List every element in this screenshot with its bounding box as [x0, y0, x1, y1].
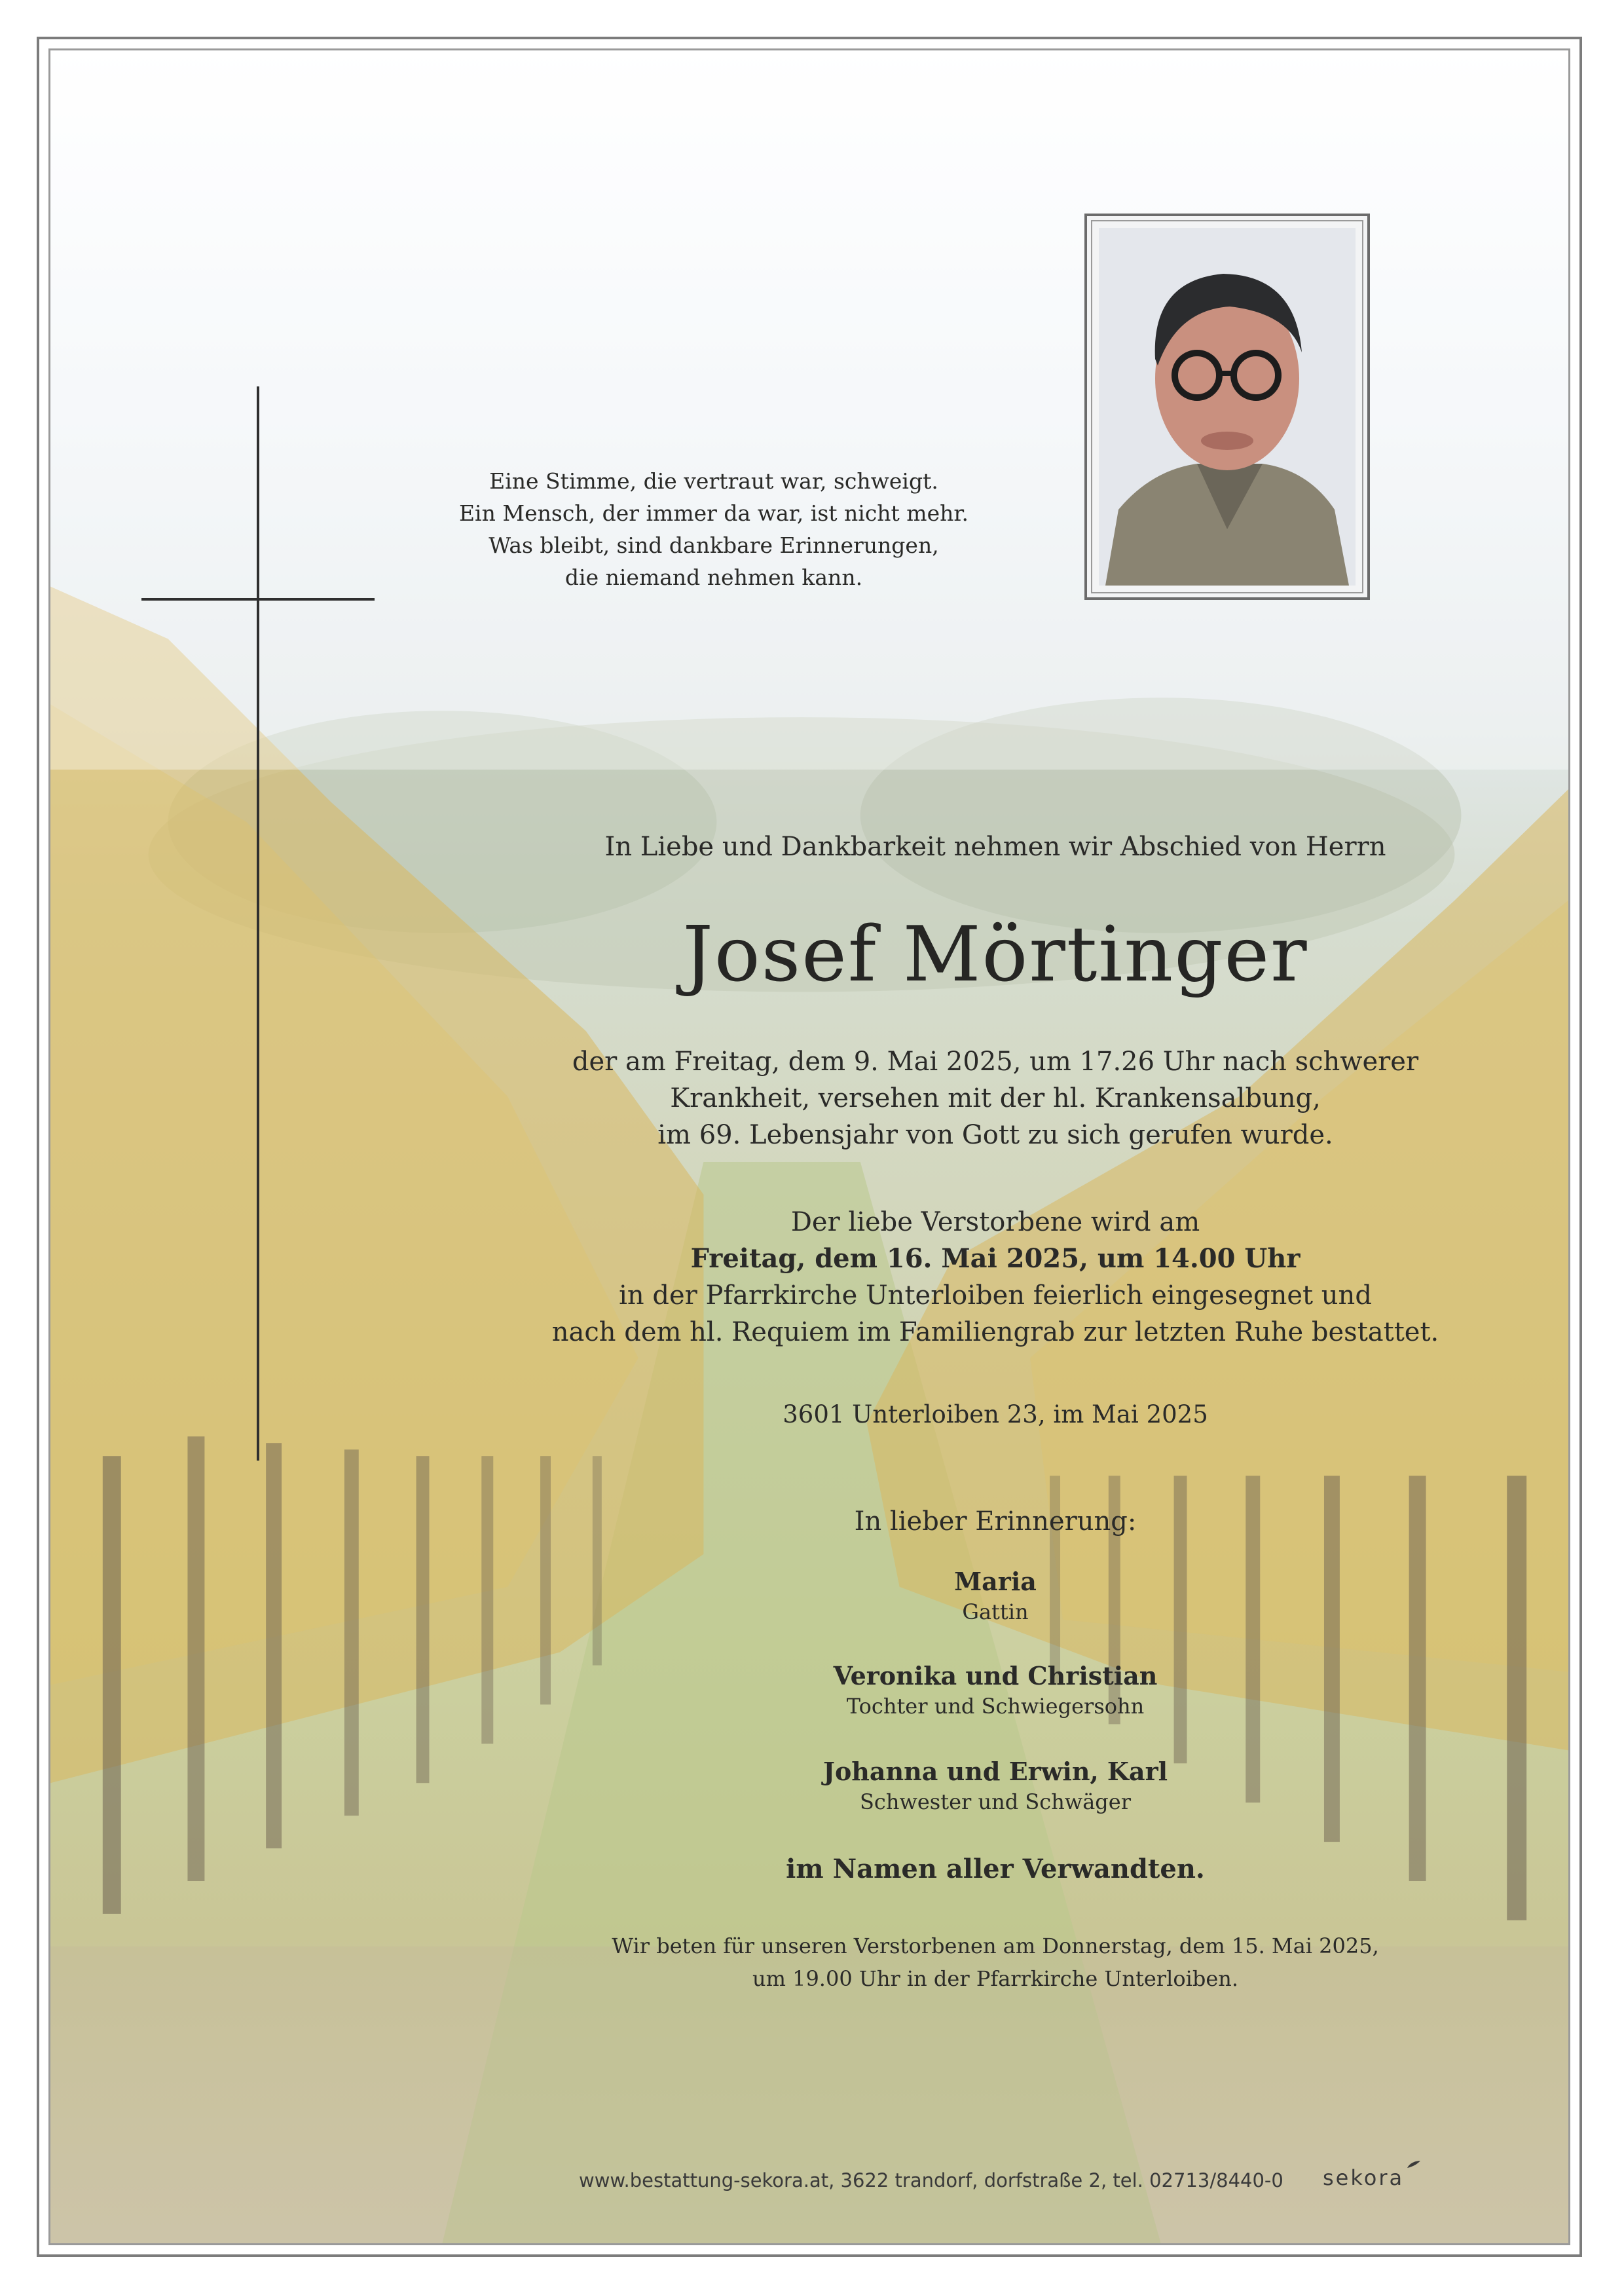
verse-line: Eine Stimme, die vertraut war, schweigt.: [489, 468, 938, 494]
cross-horizontal-bar: [141, 598, 375, 601]
closing-line: im Namen aller Verwandten.: [786, 1854, 1205, 1884]
prayer-notice: [393, 1930, 1598, 1995]
deceased-name: Josef Mörtinger: [682, 910, 1308, 999]
portrait-photo: [1099, 228, 1356, 586]
portrait-frame: [1084, 214, 1370, 600]
death-notice-line: Krankheit, versehen mit der hl. Krankensalbung,: [670, 1083, 1321, 1113]
mourner-role: Schwester und Schwäger: [860, 1789, 1131, 1814]
funeral-line: Der liebe Verstorbene wird am: [790, 1207, 1200, 1237]
verse-line: die niemand nehmen kann.: [564, 565, 863, 590]
mourner-name: Johanna und Erwin, Karl: [822, 1757, 1168, 1786]
funeral-line: nach dem hl. Requiem im Familiengrab zur letzten Ruhe bestattet.: [551, 1317, 1439, 1347]
memorial-verse: [419, 465, 1008, 593]
verse-line: Was bleibt, sind dankbare Erinnerungen,: [489, 532, 939, 558]
leaf-icon: [1407, 2160, 1421, 2169]
cross-vertical-bar: [257, 386, 259, 1461]
prayer-line: Wir beten für unseren Verstorbenen am Donnerstag, dem 15. Mai 2025,: [612, 1933, 1379, 1958]
death-notice-line: im 69. Lebensjahr von Gott zu sich gerufen wurde.: [657, 1120, 1333, 1150]
death-notice: [393, 1043, 1598, 1153]
funeral-notice: [393, 1204, 1598, 1351]
sekora-logo: sekora: [1323, 2165, 1405, 2190]
mourner-name: Maria: [954, 1567, 1037, 1596]
verse-line: Ein Mensch, der immer da war, ist nicht mehr.: [458, 500, 969, 526]
funeral-line: in der Pfarrkirche Unterloiben feierlich eingesegnet und: [619, 1280, 1372, 1311]
mourner-role: Gattin: [962, 1599, 1029, 1624]
death-notice-line: der am Freitag, dem 9. Mai 2025, um 17.26 Uhr nach schwerer: [572, 1047, 1419, 1077]
mourner-name: Veronika und Christian: [833, 1661, 1158, 1690]
memory-title: In lieber Erinnerung:: [854, 1506, 1137, 1537]
footer-contact: www.bestattung-sekora.at, 3622 trandorf, dorfstraße 2, tel. 02713/8440-0: [579, 2169, 1283, 2192]
mourner-role: Tochter und Schwiegersohn: [846, 1694, 1145, 1719]
place-date: 3601 Unterloiben 23, im Mai 2025: [783, 1400, 1208, 1428]
intro-line: In Liebe und Dankbarkeit nehmen wir Abschied von Herrn: [604, 832, 1386, 862]
prayer-line: um 19.00 Uhr in der Pfarrkirche Unterloiben.: [752, 1966, 1239, 1991]
funeral-date: Freitag, dem 16. Mai 2025, um 14.00 Uhr: [690, 1243, 1301, 1274]
